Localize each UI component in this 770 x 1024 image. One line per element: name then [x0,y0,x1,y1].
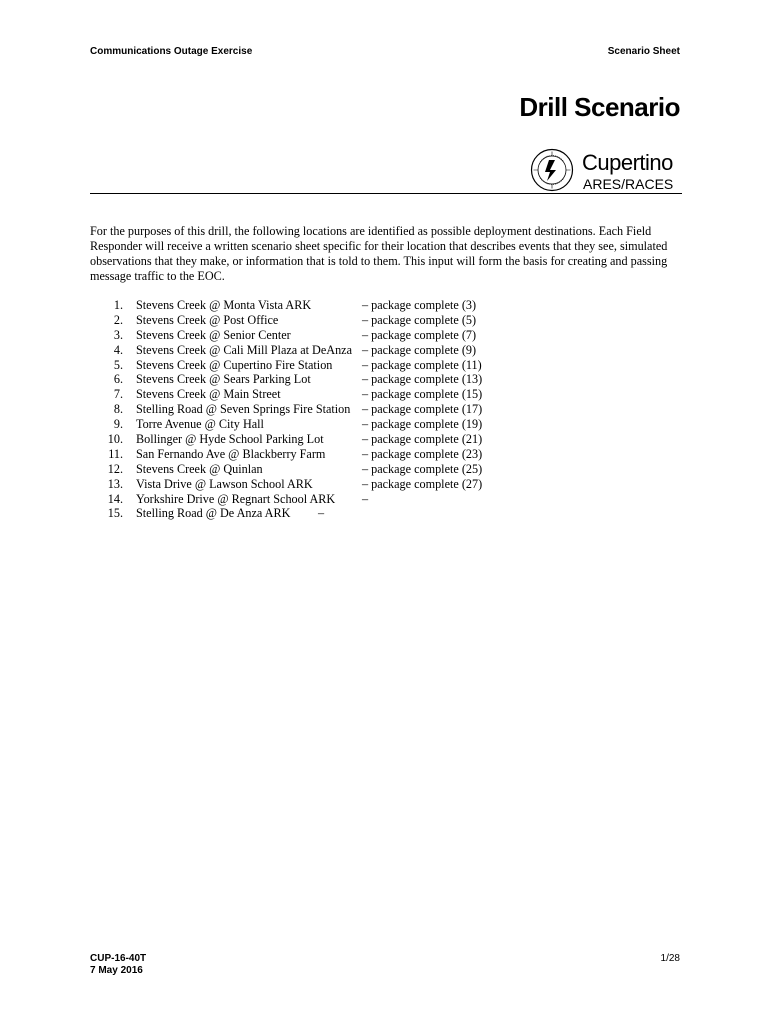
location-place: San Fernando Ave @ Blackberry Farm [136,446,326,461]
location-package-status: – package complete (9) [362,342,477,357]
location-place: Stelling Road @ Seven Springs Fire Station [136,402,351,417]
location-place: Stevens Creek @ Sears Parking Lot [136,372,311,387]
header-divider [90,193,682,194]
location-number: 8. [113,402,123,417]
location-number: 13. [107,476,123,491]
intro-paragraph: For the purposes of this drill, the following locations are identified as possible deployment destinations. Each Field Responder will receive a written scenario sheet specific for their location that describes events that they see, simulated observations that they make, or information that is told to them. This input will form the basis for creating and passing message traffic to the EOC. [90,224,668,283]
location-package-status: – package complete (21) [362,432,483,447]
location-place: Stelling Road @ De Anza ARK [136,506,291,521]
location-package-status: – package complete (3) [362,298,477,312]
location-package-status: – package complete (19) [362,417,483,432]
footer-page-number: 1/28 [660,953,680,964]
location-number: 10. [107,432,123,447]
location-package-status: – package complete (25) [362,461,483,476]
location-package-status: – [362,491,369,506]
location-place: Stevens Creek @ Senior Center [136,327,291,342]
location-package-status: – package complete (7) [362,327,477,342]
location-number: 1. [113,298,123,312]
location-package-status: – [318,506,325,521]
footer-doc-id: CUP-16-40T [90,953,147,964]
location-package-status: – package complete (23) [362,446,483,461]
location-number: 2. [113,312,123,327]
location-package-status: – package complete (15) [362,387,483,402]
organization-subtitle: ARES/RACES [583,176,674,192]
location-place: Stevens Creek @ Monta Vista ARK [136,298,312,312]
location-place: Torre Avenue @ City Hall [136,417,264,432]
location-package-status: – package complete (27) [362,476,483,491]
organization-name: Cupertino [582,150,673,175]
location-package-status: – package complete (11) [362,357,482,372]
footer-left [90,953,146,977]
ares-races-logo-icon [530,148,574,192]
location-place: Yorkshire Drive @ Regnart School ARK [136,491,336,506]
header-left-text: Communications Outage Exercise [90,46,253,57]
location-number: 5. [113,357,123,372]
location-place: Stevens Creek @ Quinlan [136,461,263,476]
location-place: Stevens Creek @ Cali Mill Plaza at DeAnza [136,342,352,357]
location-place: Vista Drive @ Lawson School ARK [136,476,313,491]
location-number: 9. [113,417,123,432]
location-place: Bollinger @ Hyde School Parking Lot [136,432,324,447]
location-package-status: – package complete (13) [362,372,483,387]
location-number: 12. [107,461,123,476]
location-number: 14. [107,491,123,506]
location-package-status: – package complete (17) [362,402,483,417]
location-number: 4. [113,342,123,357]
location-place: Stevens Creek @ Cupertino Fire Station [136,357,333,372]
location-package-status: – package complete (5) [362,312,477,327]
header-right-text: Scenario Sheet [607,46,680,57]
location-place: Stevens Creek @ Post Office [136,312,279,327]
location-place: Stevens Creek @ Main Street [136,387,281,402]
location-number: 11. [108,446,123,461]
page-title: Drill Scenario [519,92,680,122]
location-number: 7. [113,387,123,402]
location-number: 15. [107,506,123,521]
footer-date: 7 May 2016 [90,965,143,976]
location-number: 3. [113,327,123,342]
location-number: 6. [113,372,123,387]
